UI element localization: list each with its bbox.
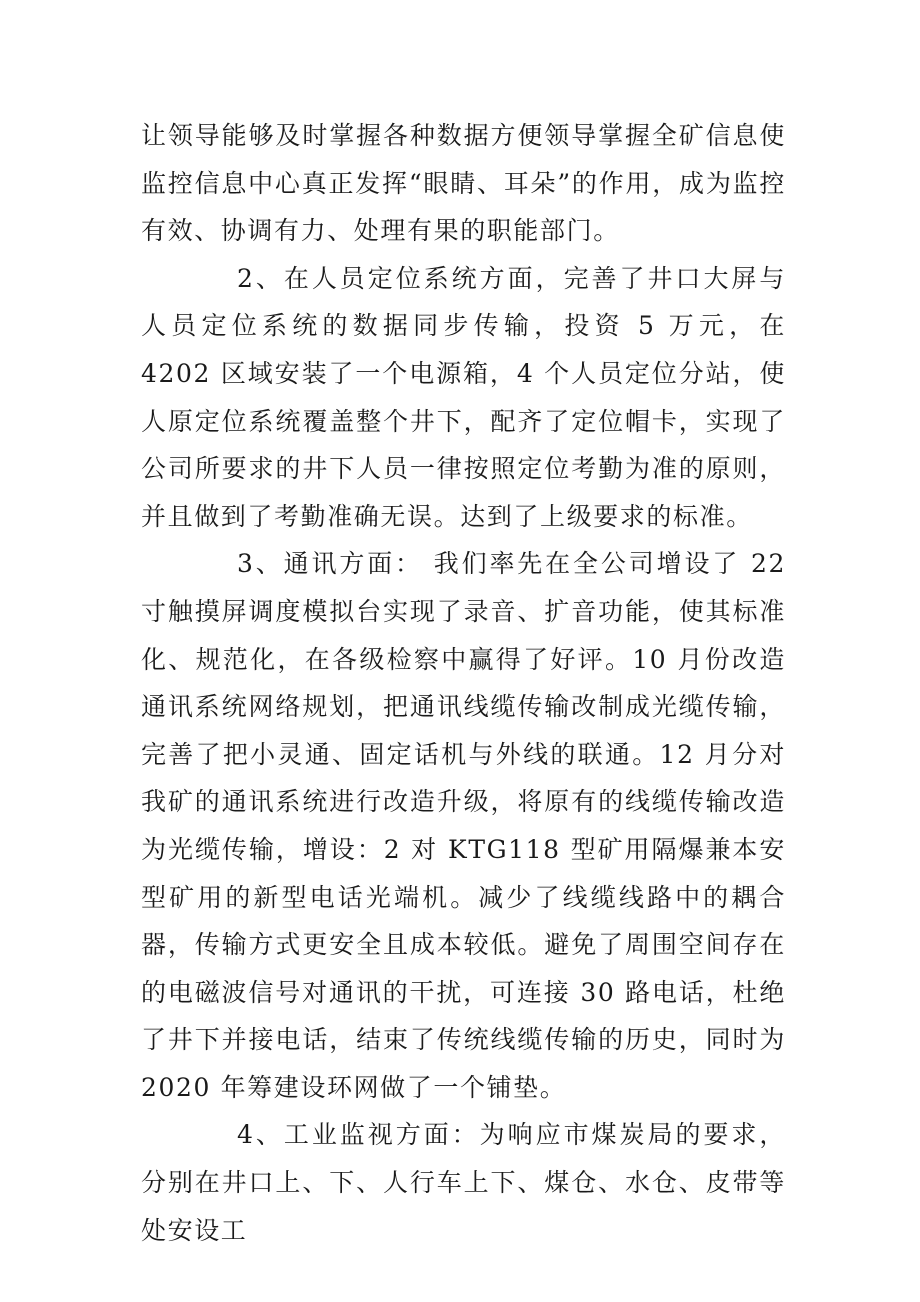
- paragraph-continuation: 让领导能够及时掌握各种数据方便领导掌握全矿信息使监控信息中心真正发挥“眼睛、耳朵”的作用，成为监控有效、协调有力、处理有果的职能部门。: [141, 121, 786, 246]
- document-body: [141, 112, 786, 1254]
- paragraph-industrial-monitoring: 4、工业监视方面：为响应市煤炭局的要求，分别在井口上、下、人行车上下、煤仓、水仓、皮带等处安设工: [141, 1120, 786, 1245]
- paragraph-personnel-positioning: 2、在人员定位系统方面，完善了井口大屏与人员定位系统的数据同步传输，投资 5 万元，在 4202 区域安装了一个电源箱，4 个人员定位分站，使人原定位系统覆盖整个井下，配齐了定位帽卡，实现了公司所要求的井下人员一律按照定位考勤为准的原则，并且做到了考勤准确无误。达到了上级要求的标准。: [141, 263, 786, 531]
- paragraph-communications: 3、通讯方面： 我们率先在全公司增设了 22 寸触摸屏调度模拟台实现了录音、扩音功能，使其标准化、规范化，在各级检察中赢得了好评。10 月份改造通讯系统网络规划，把通讯线缆传输改制成光缆传输，完善了把小灵通、固定话机与外线的联通。12 月分对我矿的通讯系统进行改造升级，将原有的线缆传输改造为光缆传输，增设：2 对 KTG118 型矿用隔爆兼本安型矿用的新型电话光端机。减少了线缆线路中的耦合器，传输方式更安全且成本较低。避免了周围空间存在的电磁波信号对通讯的干扰，可连接 30 路电话，杜绝了井下并接电话，结束了传统线缆传输的历史，同时为 2020 年筹建设环网做了一个铺垫。: [141, 549, 786, 1102]
